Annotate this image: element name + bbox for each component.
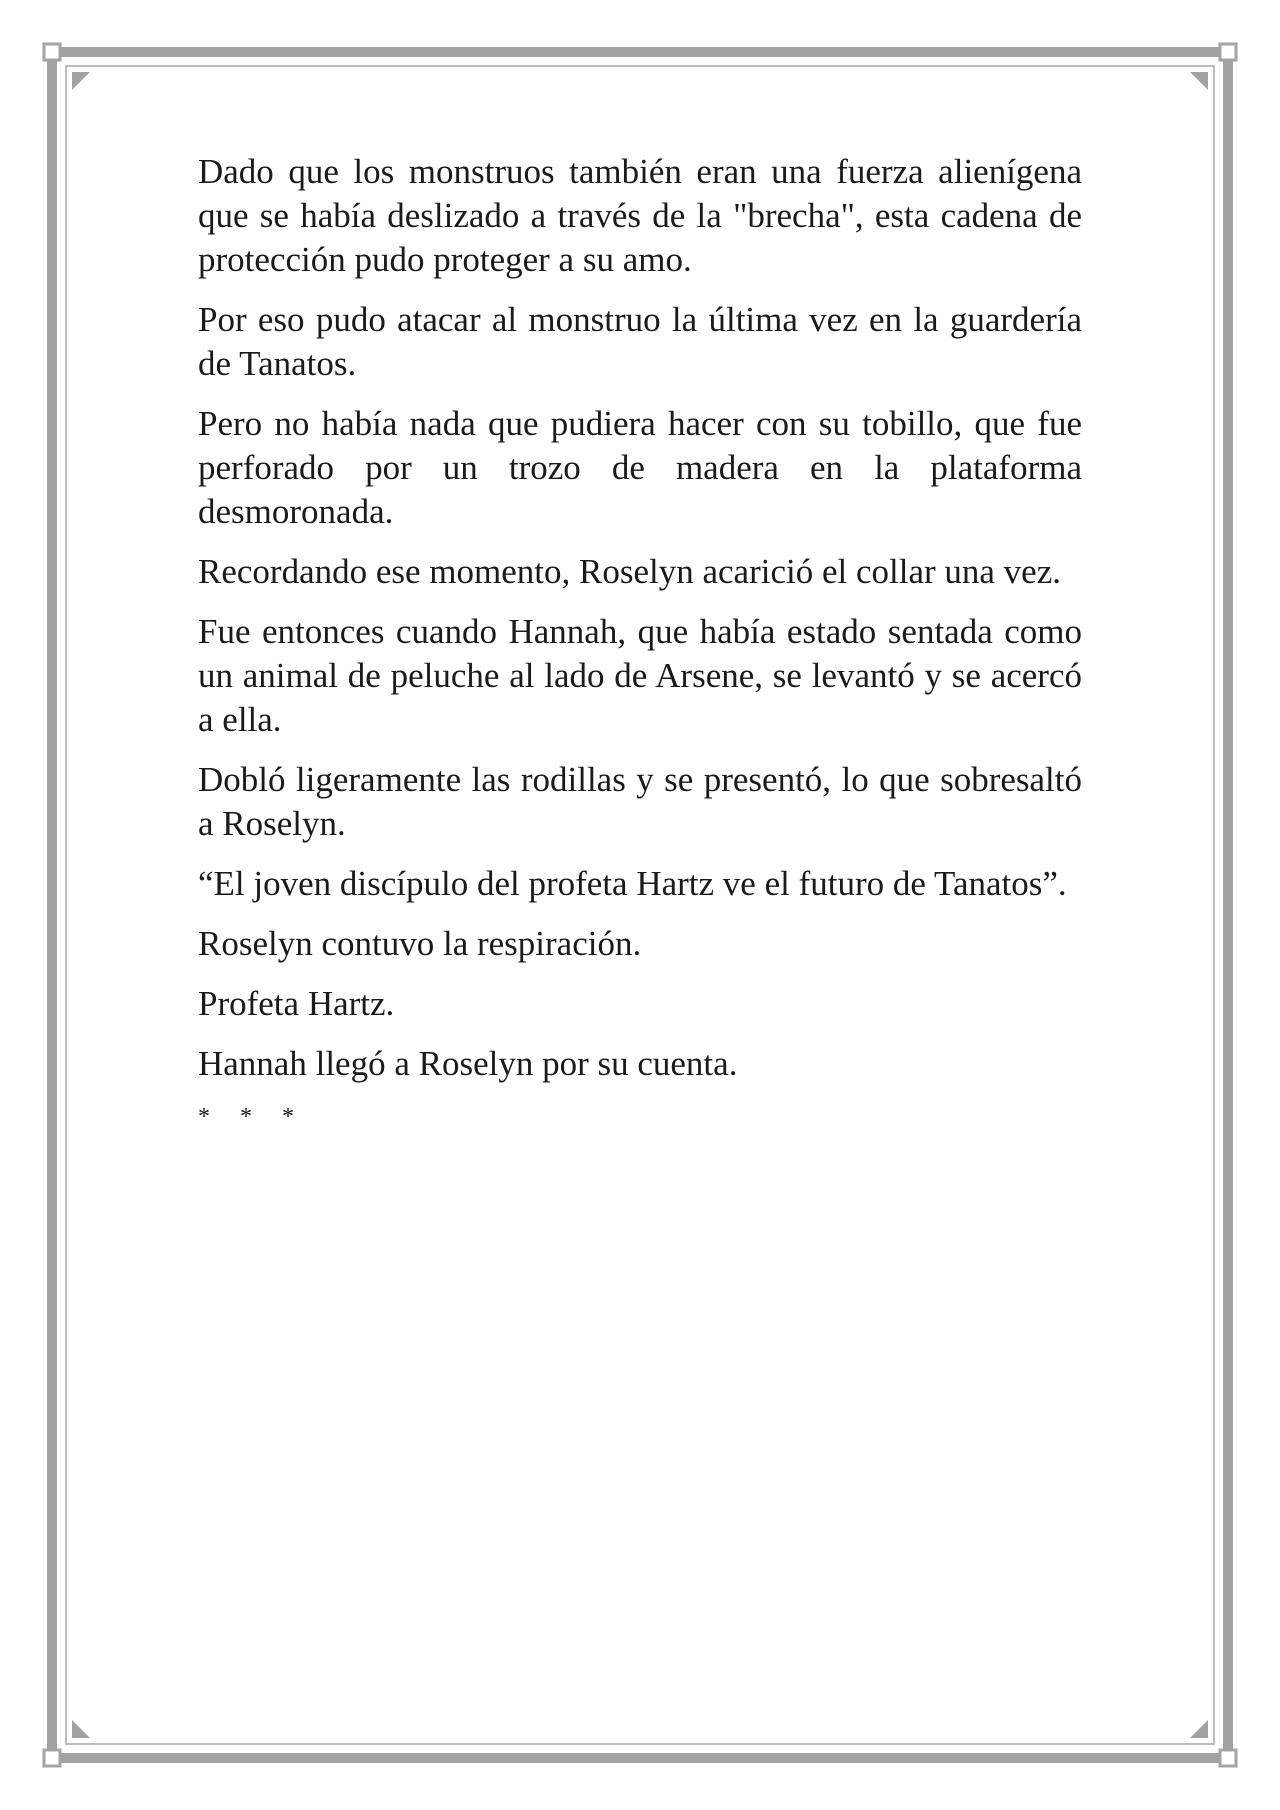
scene-separator: * * * [198, 1104, 306, 1130]
paragraph-8: Roselyn contuvo la respiración. [198, 924, 642, 963]
chapter-text [198, 150, 1082, 1132]
paragraph-9: Profeta Hartz. [198, 984, 395, 1023]
paragraph-1: Dado que los monstruos también eran una fuerza alienígena que se había deslizado a través de la "brecha", esta cadena de protección pudo proteger a su amo. [198, 152, 1082, 279]
paragraph-10: Hannah llegó a Roselyn por su cuenta. [198, 1044, 738, 1083]
paragraph-6: Dobló ligeramente las rodillas y se presentó, lo que sobresaltó a Roselyn. [198, 760, 1082, 843]
paragraph-4: Recordando ese momento, Roselyn acarició el collar una vez. [198, 552, 1062, 591]
paragraph-7: “El joven discípulo del profeta Hartz ve el futuro de Tanatos”. [198, 864, 1067, 903]
paragraph-3: Pero no había nada que pudiera hacer con su tobillo, que fue perforado por un trozo de madera en la plataforma desmoronada. [198, 404, 1082, 531]
paragraph-2: Por eso pudo atacar al monstruo la última vez en la guardería de Tanatos. [198, 300, 1082, 383]
paragraph-5: Fue entonces cuando Hannah, que había estado sentada como un animal de peluche al lado de Arsene, se levantó y se acercó a ella. [198, 612, 1082, 739]
